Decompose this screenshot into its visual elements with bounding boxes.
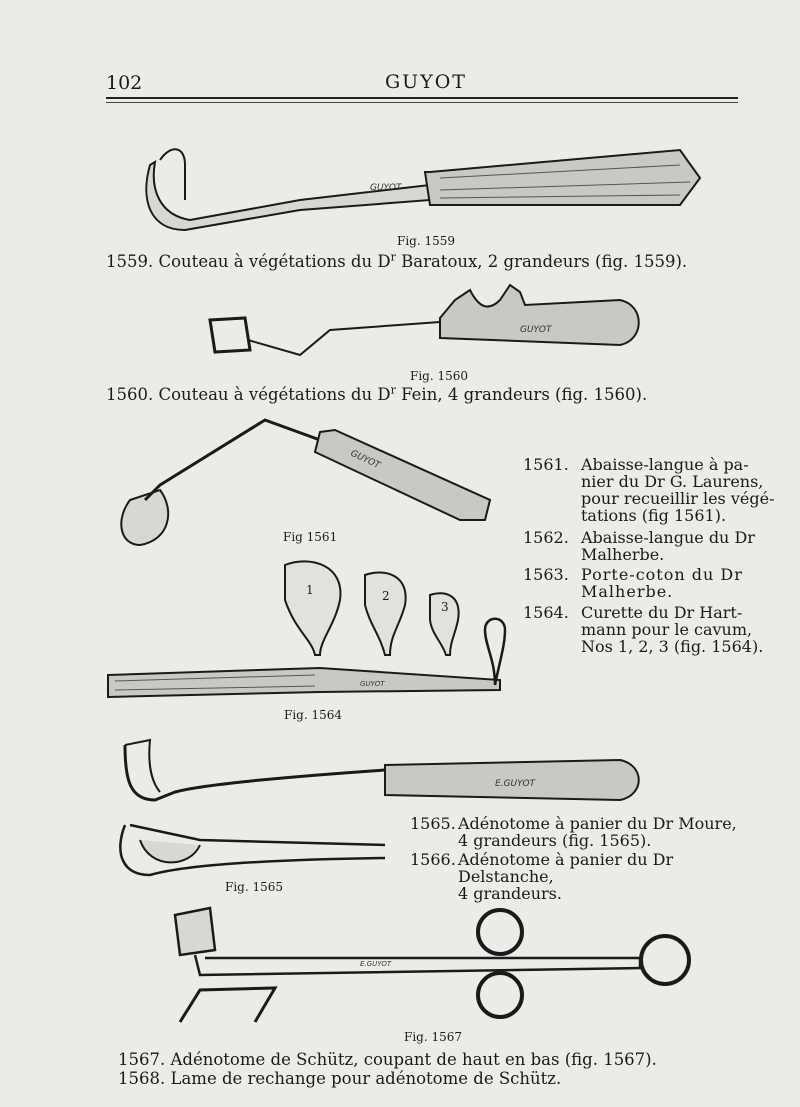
item-number: 1564. bbox=[523, 603, 569, 622]
caption-fig-1567: Fig. 1567 bbox=[404, 1030, 463, 1044]
figure-1567-schutz-adenotome bbox=[175, 908, 689, 1022]
list-item-1562 bbox=[523, 529, 763, 565]
page-title: GUYOT bbox=[385, 71, 467, 93]
item-number: 1563. bbox=[523, 565, 569, 584]
item-line: mann pour le cavum, bbox=[581, 620, 753, 639]
size-label-1: 1 bbox=[306, 583, 314, 597]
entry-number: 1567. bbox=[118, 1050, 166, 1069]
entry-text: Couteau à végétations du D bbox=[158, 385, 391, 404]
list-item-1561 bbox=[523, 455, 775, 528]
item-number: 1565. bbox=[410, 814, 456, 833]
item-number: 1566. bbox=[410, 850, 456, 869]
item-line: 4 grandeurs (fig. 1565). bbox=[458, 831, 652, 850]
list-item-1566 bbox=[410, 850, 770, 903]
entry-1568 bbox=[118, 1069, 561, 1088]
entry-number: 1560. bbox=[106, 385, 154, 404]
figure-1559-knife bbox=[146, 149, 700, 230]
item-number: 1562. bbox=[523, 528, 569, 547]
entry-text-2: Baratoux, 2 grandeurs (fig. 1559). bbox=[395, 252, 688, 271]
entry-text: Lame de rechange pour adénotome de Schütz. bbox=[170, 1069, 562, 1088]
item-line: Malherbe. bbox=[581, 545, 665, 564]
entry-number: 1559. bbox=[106, 252, 154, 271]
engraving-1561: GUYOT bbox=[348, 448, 382, 472]
item-line: Abaisse-langue du Dr bbox=[581, 528, 755, 547]
engraving-1564: GUYOT bbox=[360, 680, 385, 688]
list-item-1565 bbox=[410, 815, 770, 851]
item-line: Adénotome à panier du Dr Moure, bbox=[458, 814, 737, 833]
item-line: tations (fig 1561). bbox=[581, 506, 727, 525]
entry-text-2: Fein, 4 grandeurs (fig. 1560). bbox=[395, 385, 648, 404]
caption-fig-1560: Fig. 1560 bbox=[410, 369, 469, 383]
list-item-1564 bbox=[523, 604, 763, 658]
list-item-1563 bbox=[523, 566, 763, 602]
engraving-1559: GUYOT bbox=[370, 183, 402, 193]
engraving-1565: E.GUYOT bbox=[495, 779, 536, 789]
engraving-1560: GUYOT bbox=[520, 325, 552, 335]
caption-fig-1565: Fig. 1565 bbox=[225, 880, 284, 894]
entry-1560 bbox=[106, 385, 647, 404]
figure-1561-tongue-depressor bbox=[121, 420, 490, 545]
page-number: 102 bbox=[106, 72, 143, 94]
entry-1567 bbox=[118, 1050, 657, 1069]
entry-number: 1568. bbox=[118, 1069, 166, 1088]
caption-fig-1564: Fig. 1564 bbox=[284, 708, 343, 722]
item-number: 1561. bbox=[523, 455, 569, 474]
item-line: Curette du Dr Hart- bbox=[581, 603, 743, 622]
size-label-3: 3 bbox=[441, 600, 449, 614]
entry-sup: r bbox=[390, 383, 396, 397]
item-line: Malherbe. bbox=[581, 582, 674, 601]
item-line: nier du Dr G. Laurens, bbox=[581, 472, 764, 491]
item-line: Nos 1, 2, 3 (fig. 1564). bbox=[581, 637, 764, 656]
size-label-2: 2 bbox=[382, 589, 390, 603]
entry-text: Couteau à végétations du D bbox=[158, 252, 391, 271]
figure-1560-knife bbox=[210, 285, 639, 355]
entry-text: Adénotome de Schütz, coupant de haut en bas (fig. 1567). bbox=[170, 1050, 657, 1069]
figure-1564-curette-sizes bbox=[108, 561, 505, 697]
engraving-1567: E.GUYOT bbox=[360, 960, 392, 968]
item-line: Porte-coton du Dr bbox=[581, 565, 743, 584]
entry-1559 bbox=[106, 252, 687, 271]
caption-fig-1559: Fig. 1559 bbox=[397, 234, 456, 248]
entry-sup: r bbox=[390, 250, 396, 264]
item-line: Abaisse-langue à pa- bbox=[581, 455, 749, 474]
caption-fig-1561: Fig 1561 bbox=[283, 530, 338, 544]
item-line: pour recueillir les végé- bbox=[581, 489, 775, 508]
item-line: 4 grandeurs. bbox=[458, 884, 562, 903]
item-line: Adénotome à panier du Dr Delstanche, bbox=[458, 850, 674, 886]
